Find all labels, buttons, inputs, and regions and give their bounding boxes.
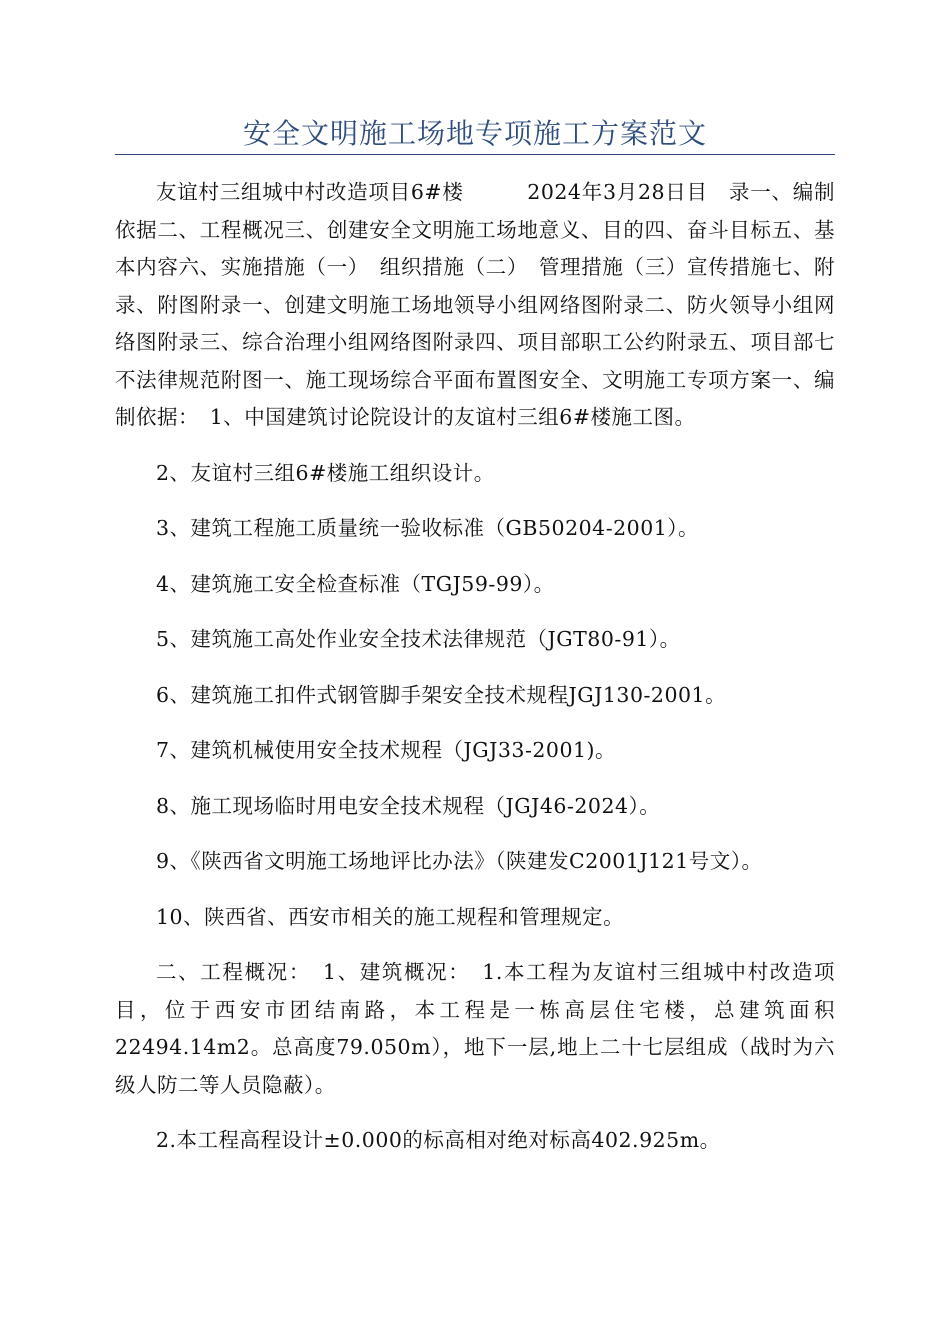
paragraph: 7、建筑机械使用安全技术规程（JGJ33-2001)。 [156,738,617,762]
paragraph: 2、友谊村三组6#楼施工组织设计。 [156,460,495,485]
document-body [115,174,835,1178]
paragraph: 4、建筑施工安全检查标准（TGJ59-99）。 [156,571,555,596]
document-title: 安全文明施工场地专项施工方案范文 [242,117,707,150]
paragraph: 10、陕西省、西安市相关的施工规程和管理规定。 [156,904,625,929]
paragraph: 友谊村三组城中村改造项目6#楼 2024年3月28日目 录一、编制依据二、工程概况三、创建安全文明施工场地意义、目的四、奋斗目标五、基本内容六、实施措施（一） 组织措施（二） 管理措施（三）宣传措施七、附录、附图附录一、创建文明施工场地领导小组网络图附录二、防火领导小组网络图附录三、综合治理小组网络图附录四、项目部职工公约附录五、项目部七不法律规范附图一、施工现场综合平面布置图安全、文明施工专项方案一、编制依据： 1、中国建筑讨论院设计的友谊村三组6#楼施工图。 [115,180,835,429]
title-underline [115,154,835,155]
paragraph: 5、建筑施工高处作业安全技术法律规范（JGT80-91）。 [156,627,681,651]
paragraph: 6、建筑施工扣件式钢管脚手架安全技术规程JGJ130-2001。 [156,682,727,707]
paragraph: 3、建筑工程施工质量统一验收标准（GB50204-2001）。 [156,516,700,540]
paragraph: 2.本工程高程设计±0.000的标高相对绝对标高402.925m。 [156,1128,721,1152]
paragraph: 二、工程概况： 1、建筑概况： 1.本工程为友谊村三组城中村改造项目，位于西安市团结南路，本工程是一栋高层住宅楼，总建筑面积22494.14m2。总高度79.050m），地下一层,地上二十七层组成（战时为六级人防二等人员隐蔽）。 [115,960,835,1097]
paragraph: 8、施工现场临时用电安全技术规程（JGJ46-2024）。 [156,793,661,818]
paragraph: 9、《陕西省文明施工场地评比办法》（陕建发C2001J121号文）。 [156,849,763,873]
